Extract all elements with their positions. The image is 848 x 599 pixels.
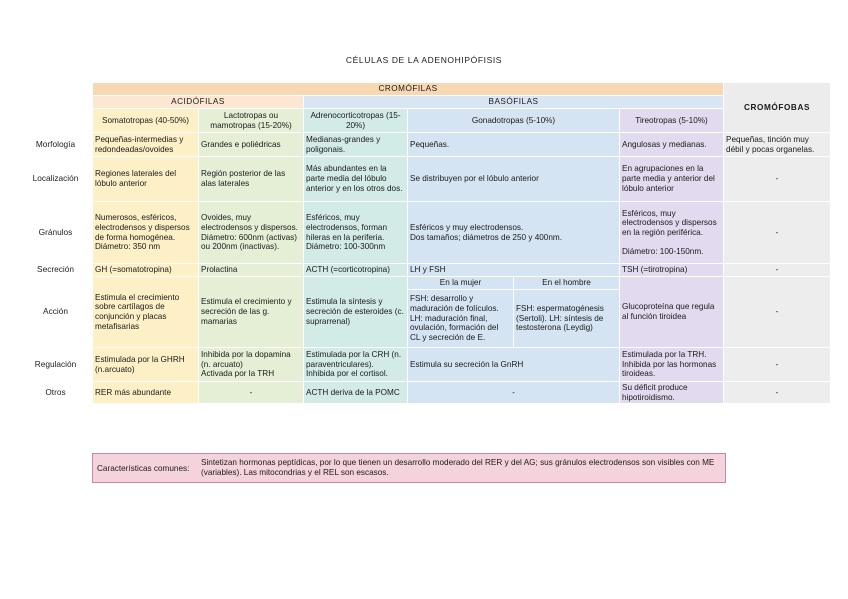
cell-morfologia-soma: Pequeñas-intermedias y redondeadas/ovoides bbox=[93, 133, 199, 157]
granulos-gona-line-1: Esféricos y muy electrodensos. bbox=[410, 222, 524, 232]
granulos-gona-line-2: Dos tamaños; diámetros de 250 y 400nm. bbox=[410, 232, 563, 242]
row-label-secrecion: Secreción bbox=[19, 264, 93, 277]
page-title: CÉLULAS DE LA ADENOHIPÓFISIS bbox=[345, 55, 503, 65]
regulacion-acth-line-1: Estimulada por la CRH (n. paraventriculares). bbox=[306, 349, 402, 369]
cell-accion-crom: - bbox=[724, 277, 831, 348]
cell-secrecion-lact: Prolactina bbox=[199, 264, 304, 277]
header-tireotropas: Tireotropas (5-10%) bbox=[620, 109, 724, 133]
cell-localizacion-crom: - bbox=[724, 157, 831, 202]
cell-regulacion-tire: Estimulada por la TRH. Inhibida por las hormonas tiroideas. bbox=[620, 348, 724, 382]
empty-corner-3 bbox=[19, 109, 93, 133]
cell-accion-lact: Estimula el crecimiento y secreción de las g. mamarias bbox=[199, 277, 304, 348]
cell-localizacion-lact: Región posterior de las alas laterales bbox=[199, 157, 304, 202]
empty-corner bbox=[19, 83, 93, 96]
common-characteristics-label: Características comunes: bbox=[97, 463, 190, 473]
cell-regulacion-acth bbox=[304, 348, 408, 382]
cell-secrecion-acth: ACTH (=corticotropina) bbox=[304, 264, 408, 277]
header-corticotropas: Adrenocorticotropas (15-20%) bbox=[304, 109, 408, 133]
row-label-accion: Acción bbox=[19, 277, 93, 348]
regulacion-lact-line-2: Activada por la TRH bbox=[201, 369, 275, 379]
cell-morfologia-lact: Grandes e poliédricas bbox=[199, 133, 304, 157]
header-cromofobas: CROMÓFOBAS bbox=[724, 83, 831, 133]
cell-granulos-acth: Esféricos, muy electrodensos, forman hileras en la periferia. Diámetro: 100-300nm bbox=[304, 202, 408, 264]
cell-accion-tire: Glucoproteína que regula al función tiroidea bbox=[620, 277, 724, 348]
cell-accion-gona-mujer: FSH: desarrollo y maduración de folículos. LH: maduración final, ovulación, formación del CL y secreción de E. bbox=[408, 290, 514, 348]
cell-regulacion-lact bbox=[199, 348, 304, 382]
header-cromofilas: CROMÓFILAS bbox=[93, 83, 724, 96]
cell-accion-gona-hombre: FSH: espermatogénesis (Sertoli). LH: síntesis de testosterona (Leydig) bbox=[514, 290, 620, 348]
cell-otros-lact: - bbox=[199, 382, 304, 404]
cell-granulos-tire bbox=[620, 202, 724, 264]
granulos-tire-line-2: Diámetro: 100-150nm. bbox=[622, 246, 704, 256]
cell-granulos-gona bbox=[408, 202, 620, 264]
cell-granulos-lact: Ovoides, muy electrodensos y dispersos. Diámetro: 600nm (activas) ou 200nm (inactivas). bbox=[199, 202, 304, 264]
cell-otros-gona: - bbox=[408, 382, 620, 404]
cell-accion-soma: Estimula el crecimiento sobre cartílagos de conjunción y placas metafisarias bbox=[93, 277, 199, 348]
cells-table bbox=[18, 82, 831, 404]
row-label-granulos: Gránulos bbox=[19, 202, 93, 264]
cell-regulacion-gona: Estimula su secreción la GnRH bbox=[408, 348, 620, 382]
row-label-regulacion: Regulación bbox=[19, 348, 93, 382]
cell-otros-acth: ACTH deriva de la POMC bbox=[304, 382, 408, 404]
header-somatotropas: Somatotropas (40-50%) bbox=[93, 109, 199, 133]
subheader-en-la-mujer: En la mujer bbox=[408, 277, 514, 290]
row-label-localizacion: Localización bbox=[19, 157, 93, 202]
header-lactotropas: Lactotropas ou mamotropas (15-20%) bbox=[199, 109, 304, 133]
granulos-tire-line-1: Esféricos, muy electrodensos y dispersos en la región periférica. bbox=[622, 208, 717, 237]
cell-accion-acth: Estimula la síntesis y secreción de esteroides (c. suprarrenal) bbox=[304, 277, 408, 348]
cell-morfologia-gona: Pequeñas. bbox=[408, 133, 620, 157]
cell-localizacion-tire: En agrupaciones en la parte media y anterior del lóbulo anterior bbox=[620, 157, 724, 202]
cell-regulacion-soma: Estimulada por la GHRH (n.arcuato) bbox=[93, 348, 199, 382]
cell-morfologia-tire: Angulosas y medianas. bbox=[620, 133, 724, 157]
cell-regulacion-crom: - bbox=[724, 348, 831, 382]
cell-localizacion-soma: Regiones laterales del lóbulo anterior bbox=[93, 157, 199, 202]
cell-secrecion-tire: TSH (=tirotropina) bbox=[620, 264, 724, 277]
cell-otros-soma: RER más abundante bbox=[93, 382, 199, 404]
row-label-otros: Otros bbox=[19, 382, 93, 404]
header-acidofilas: ACIDÓFILAS bbox=[93, 96, 304, 109]
cell-secrecion-soma: GH (=somatotropina) bbox=[93, 264, 199, 277]
cell-granulos-soma: Numerosos, esféricos, electrodensos y dispersos de forma homogénea. Diámetro: 350 nm bbox=[93, 202, 199, 264]
header-basofilas: BASÓFILAS bbox=[304, 96, 724, 109]
cell-localizacion-acth: Más abundantes en la parte media del lóbulo anterior y en los otros dos. bbox=[304, 157, 408, 202]
header-gonadotropas: Gonadotropas (5-10%) bbox=[408, 109, 620, 133]
regulacion-acth-line-2: Inhibida por el cortisol. bbox=[306, 369, 388, 379]
empty-corner-2 bbox=[19, 96, 93, 109]
cell-granulos-crom: - bbox=[724, 202, 831, 264]
common-characteristics-box bbox=[92, 453, 726, 483]
cell-secrecion-gona: LH y FSH bbox=[408, 264, 620, 277]
cell-morfologia-crom: Pequeñas, tinción muy débil y pocas organelas. bbox=[724, 133, 831, 157]
row-label-morfologia: Morfología bbox=[19, 133, 93, 157]
cell-otros-tire: Su déficit produce hipotiroidismo. bbox=[620, 382, 724, 404]
cell-otros-crom: - bbox=[724, 382, 831, 404]
subheader-en-el-hombre: En el hombre bbox=[514, 277, 620, 290]
common-characteristics-text: Sintetizan hormonas peptídicas, por lo que tienen un desarrollo moderado del RER y del AG; sus gránulos electrodensos son visibles con ME (variables). Las mitocondrias y el REL son escasos. bbox=[201, 458, 715, 477]
regulacion-lact-line-1: Inhibida por la dopamina (n. arcuato) bbox=[201, 349, 291, 369]
cell-secrecion-crom: - bbox=[724, 264, 831, 277]
cell-morfologia-acth: Medianas-grandes y poligonais. bbox=[304, 133, 408, 157]
cell-localizacion-gona: Se distribuyen por el lóbulo anterior bbox=[408, 157, 620, 202]
